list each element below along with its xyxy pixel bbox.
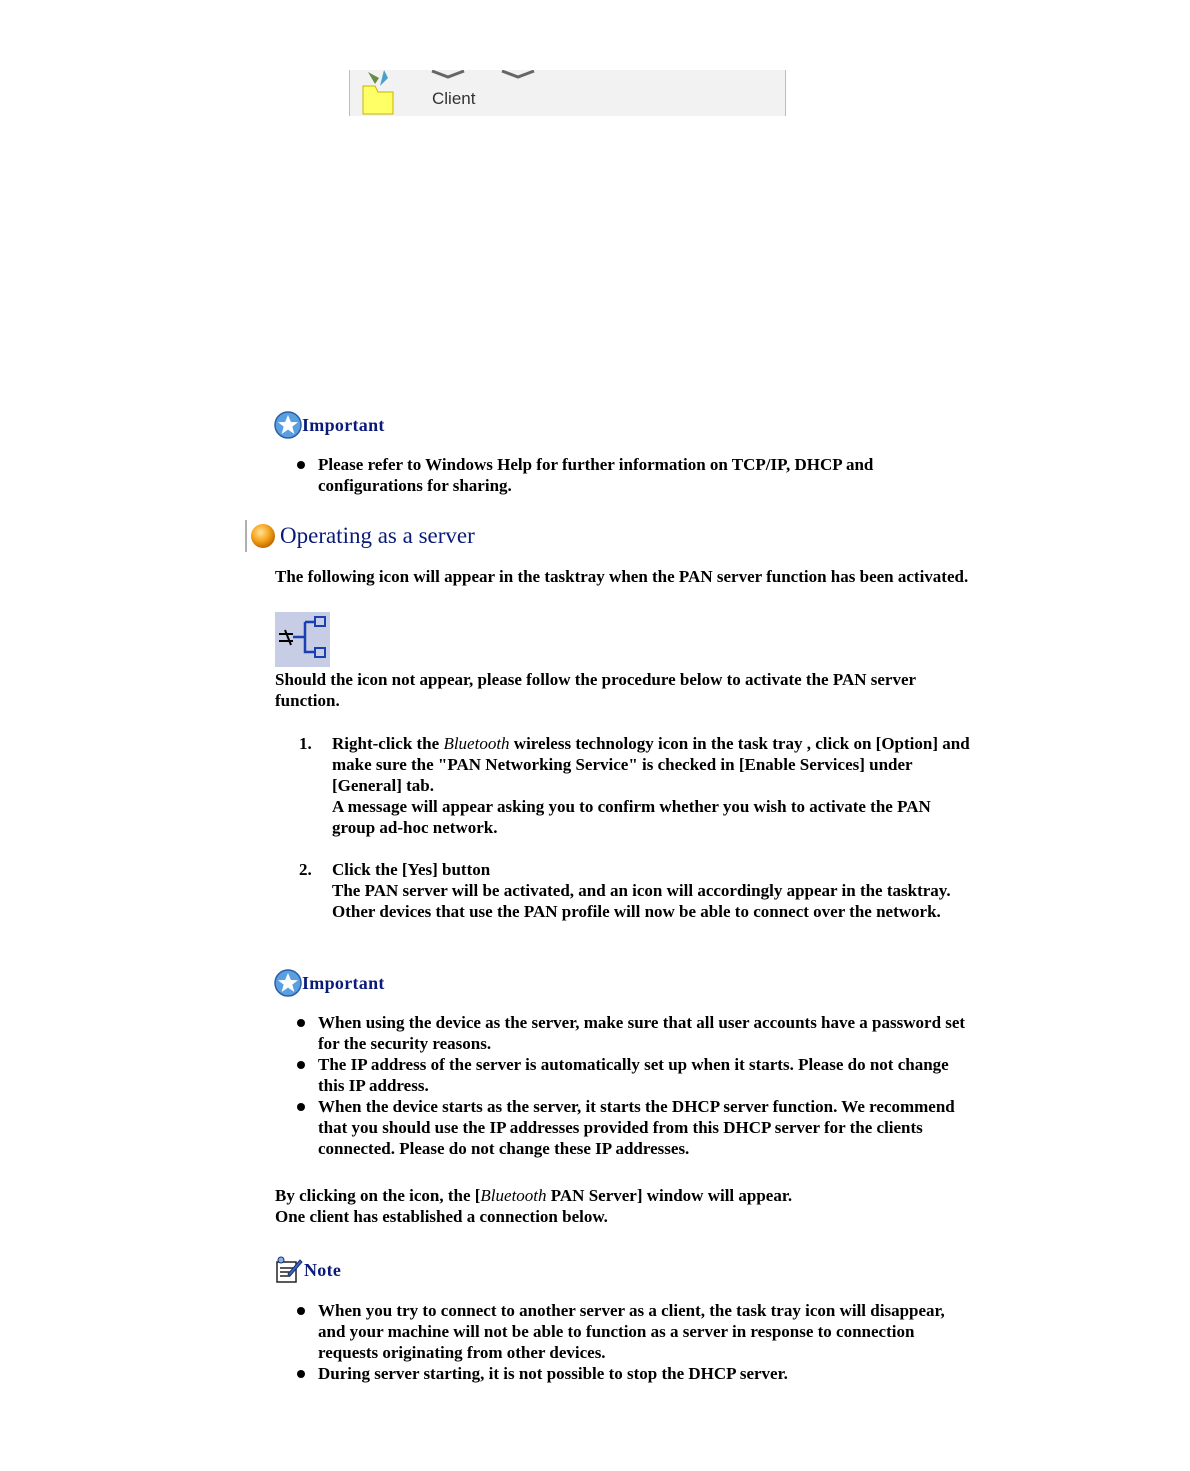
note-label: Note <box>304 1259 342 1280</box>
bluetooth-italic: Bluetooth <box>443 734 510 753</box>
important-label: Important <box>302 972 385 993</box>
click-paragraph <box>275 1185 975 1227</box>
steps-list <box>275 733 975 922</box>
step-item <box>275 859 975 922</box>
pan-server-tray-icon <box>275 612 330 667</box>
list-item: When using the device as the server, make sure that all user accounts have a password set for the security reasons. <box>276 1012 966 1054</box>
list-item: Please refer to Windows Help for further information on TCP/IP, DHCP and configurations for sharing. <box>276 454 966 496</box>
note-heading <box>274 1255 341 1285</box>
top-screenshot-fragment <box>349 70 786 116</box>
step-text: Right-click the Bluetooth wireless technology icon in the task tray , click on [Option] and make sure the "PAN Networking Service" is checked in [Enable Services] under [General] tab. <box>332 734 970 795</box>
note-pad-icon <box>274 1255 304 1285</box>
intro-paragraph: The following icon will appear in the tasktray when the PAN server function has been activated. <box>275 567 969 586</box>
click-line-2: One client has established a connection below. <box>275 1207 608 1226</box>
fallback-paragraph: Should the icon not appear, please follow the procedure below to activate the PAN server function. <box>275 670 916 710</box>
list-item: When you try to connect to another server as a client, the task tray icon will disappear, and your machine will not be able to function as a server in response to connection requests originating from other devices. <box>276 1300 966 1363</box>
click-line-1: By clicking on the icon, the [Bluetooth PAN Server] window will appear. <box>275 1186 793 1205</box>
important-star-icon <box>274 411 302 439</box>
step-item <box>275 733 975 838</box>
step-detail: The PAN server will be activated, and an icon will accordingly appear in the tasktray. Other devices that use the PAN profile will now be able to connect over the network. <box>332 881 951 921</box>
folder-arrow-icon <box>360 70 396 116</box>
step-detail: A message will appear asking you to confirm whether you wish to activate the PAN group ad-hoc network. <box>332 797 931 837</box>
important-star-icon <box>274 969 302 997</box>
important-heading <box>274 969 385 997</box>
section-heading <box>245 520 475 552</box>
client-label: Client <box>432 89 476 108</box>
orange-ball-icon <box>250 523 276 549</box>
section-marker <box>245 520 247 552</box>
step-number: 2. <box>299 860 312 879</box>
section-title: Operating as a server <box>280 523 475 548</box>
step-number: 1. <box>299 734 312 753</box>
chevron-down-icon <box>500 70 536 80</box>
note-list <box>276 1300 966 1384</box>
list-item: The IP address of the server is automatically set up when it starts. Please do not change this IP address. <box>276 1054 966 1096</box>
list-item: During server starting, it is not possible to stop the DHCP server. <box>276 1363 966 1384</box>
step-text: Click the [Yes] button <box>332 860 491 879</box>
important-list <box>276 1012 966 1159</box>
chevron-down-icon <box>430 70 466 80</box>
important-label: Important <box>302 414 385 435</box>
important-list <box>276 454 966 496</box>
bluetooth-italic: Bluetooth <box>480 1186 547 1205</box>
list-item: When the device starts as the server, it starts the DHCP server function. We recommend that you should use the IP addresses provided from this DHCP server for the clients connected. Please do not change these IP addresses. <box>276 1096 966 1159</box>
important-heading <box>274 411 385 439</box>
